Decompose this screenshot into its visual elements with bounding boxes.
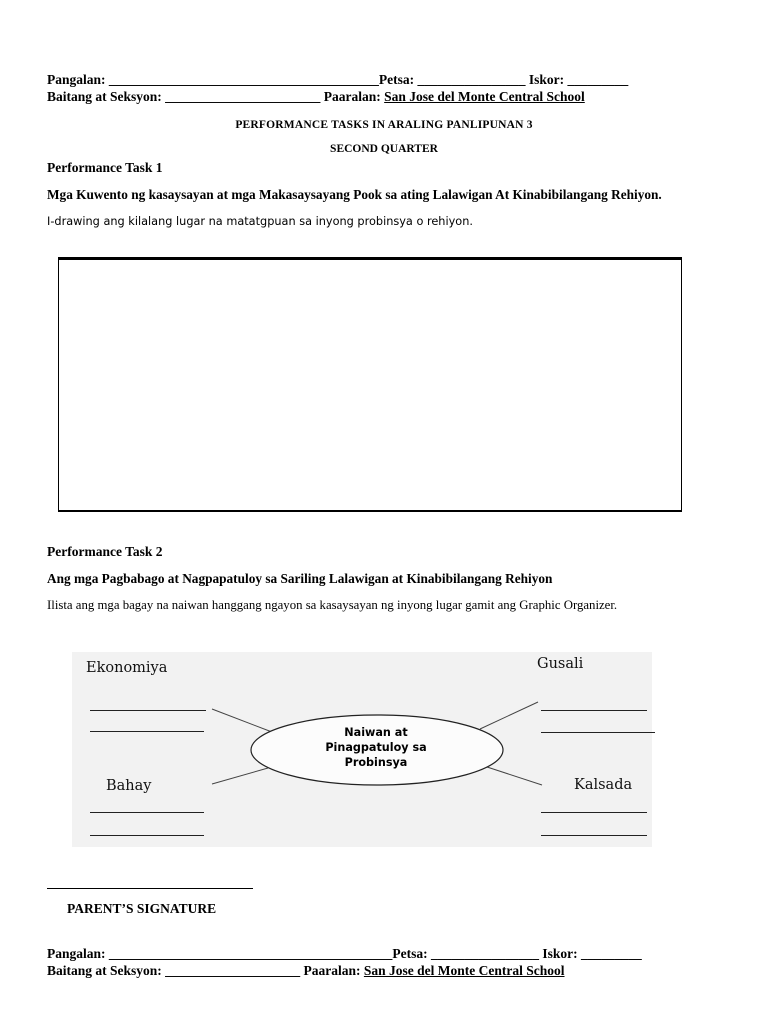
score-label-bottom: Iskor: _________ [542,946,642,961]
connector-bottom-left [212,768,268,784]
center-line-3: Probinsya [344,756,408,769]
answer-line-gusali-1[interactable] [541,710,647,711]
grade-section-label: Baitang at Seksyon: _______________________ [47,89,321,104]
date-label: Petsa: ________________ [378,72,526,87]
drawing-box[interactable] [58,257,682,512]
center-text [296,725,456,770]
name-field-bottom[interactable] [47,946,642,962]
label-gusali: Gusali [537,656,584,672]
connector-top-right [480,702,538,729]
answer-line-ekonomiya-2[interactable] [90,731,204,732]
task2-heading: Performance Task 2 [47,544,163,559]
task1-heading: Performance Task 1 [47,160,163,175]
school-name-bottom: San Jose del Monte Central School [363,963,565,978]
label-kalsada: Kalsada [574,777,633,793]
connector-top-left [212,709,272,732]
center-line-2: Pinagpatuloy sa [325,741,427,754]
school-label-bottom: Paaralan: [303,963,361,978]
task2-instruction: Ilista ang mga bagay na naiwan hanggang ngayon sa kasaysayan ng inyong lugar gamit ang Graphic Organizer. [47,598,618,612]
document-title: PERFORMANCE TASKS IN ARALING PANLIPUNAN 3 [235,119,533,131]
label-bahay: Bahay [106,778,152,794]
signature-label: PARENT’S SIGNATURE [67,901,217,916]
school-label: Paaralan: [323,89,381,104]
answer-line-kalsada-1[interactable] [541,812,647,813]
document-subtitle: SECOND QUARTER [330,143,438,155]
school-name: San Jose del Monte Central School [384,89,585,104]
task2-topic: Ang mga Pagbabago at Nagpapatuloy sa Sariling Lalawigan at Kinabibilangang Rehiyon [47,571,553,586]
answer-line-ekonomiya-1[interactable] [90,710,206,711]
score-label: Iskor: _________ [528,72,629,87]
task1-instruction: I-drawing ang kilalang lugar na matatgpuan sa inyong probinsya o rehiyon. [47,215,473,228]
label-ekonomiya: Ekonomiya [86,660,168,676]
grade-section-field[interactable] [47,89,585,105]
answer-line-kalsada-2[interactable] [541,835,647,836]
name-field[interactable] [47,72,628,88]
signature-line[interactable] [47,888,253,889]
graphic-organizer [72,652,652,847]
connector-bottom-right [484,766,542,785]
answer-line-bahay-1[interactable] [90,812,204,813]
answer-line-gusali-2[interactable] [541,732,655,733]
name-label-bottom: Pangalan: __________________________________________ [47,946,393,961]
name-label: Pangalan: ________________________________________ [47,72,379,87]
date-label-bottom: Petsa: ________________ [392,946,539,961]
grade-section-label-bottom: Baitang at Seksyon: ____________________ [47,963,301,978]
task1-topic: Mga Kuwento ng kasaysayan at mga Makasaysayang Pook sa ating Lalawigan At Kinabibilangang Rehiyon. [47,187,662,202]
grade-section-field-bottom[interactable] [47,963,565,979]
answer-line-bahay-2[interactable] [90,835,204,836]
center-line-1: Naiwan at [344,726,408,739]
